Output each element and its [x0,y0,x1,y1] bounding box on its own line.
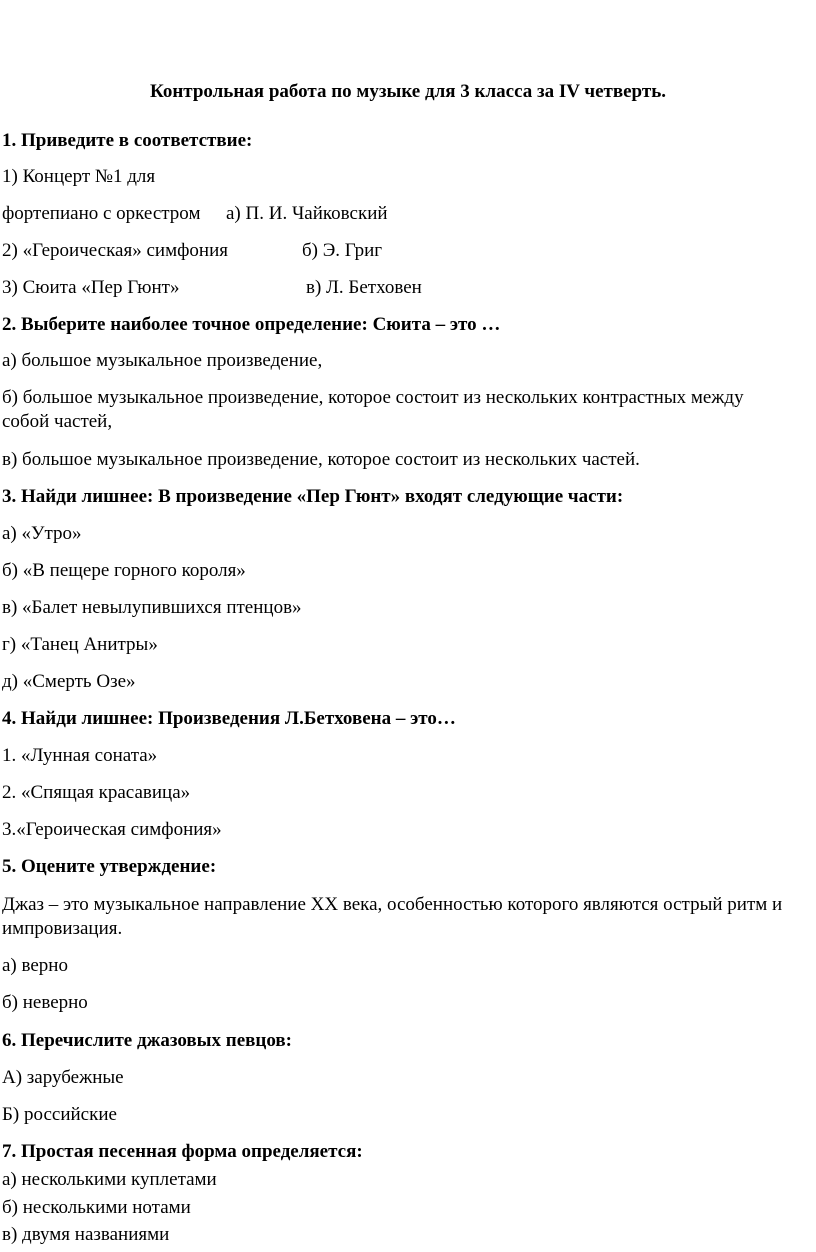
q2-heading: 2. Выберите наиболее точное определение: Сюита – это … [2,314,501,335]
q1-left-1-continued: фортепиано с оркестром [2,203,201,224]
q5-option-a: а) верно [2,955,68,976]
q4-heading: 4. Найди лишнее: Произведения Л.Бетховена – это… [2,708,456,729]
q2-option-b: б) большое музыкальное произведение, которое состоит из нескольких контрастных между собой частей, [2,387,744,432]
q2-option-c: в) большое музыкальное произведение, которое состоит из нескольких частей. [2,449,640,470]
q6-option-b: Б) российские [2,1104,117,1125]
q3-heading: 3. Найди лишнее: В произведение «Пер Гюнт» входят следующие части: [2,486,624,507]
q3-option-c: в) «Балет невылупившихся птенцов» [2,597,302,618]
q3-option-a: а) «Утро» [2,523,82,544]
q2-option-a: а) большое музыкальное произведение, [2,350,323,371]
q1-right-c: в) Л. Бетховен [306,277,422,298]
q4-option-1: 1. «Лунная соната» [2,745,158,766]
q1-right-a: а) П. И. Чайковский [226,203,388,224]
q7-option-c: в) двумя названиями [2,1224,170,1245]
q4-option-3: 3.«Героическая симфония» [2,819,222,840]
q1-heading: 1. Приведите в соответствие: [2,130,253,151]
q7-option-b: б) несколькими нотами [2,1197,191,1218]
q6-option-a: А) зарубежные [2,1067,124,1088]
q1-right-b: б) Э. Григ [302,240,383,261]
q5-option-b: б) неверно [2,992,88,1013]
q5-heading: 5. Оцените утверждение: [2,856,217,877]
document-title: Контрольная работа по музыке для 3 класса за IV четверть. [149,81,667,102]
q7-option-a: а) несколькими куплетами [2,1169,217,1190]
q1-left-3: 3) Сюита «Пер Гюнт» [2,277,180,298]
q6-heading: 6. Перечислите джазовых певцов: [2,1030,292,1051]
q1-left-2: 2) «Героическая» симфония [2,240,228,261]
q4-option-2: 2. «Спящая красавица» [2,782,191,803]
q3-option-d: г) «Танец Анитры» [2,634,158,655]
q5-statement: Джаз – это музыкальное направление XX века, особенностью которого являются острый ритм и импровизация. [2,894,783,939]
q3-option-e: д) «Смерть Озе» [2,671,136,692]
q1-left-1: 1) Концерт №1 для [2,166,156,187]
q7-heading: 7. Простая песенная форма определяется: [2,1141,363,1162]
q3-option-b: б) «В пещере горного короля» [2,560,246,581]
